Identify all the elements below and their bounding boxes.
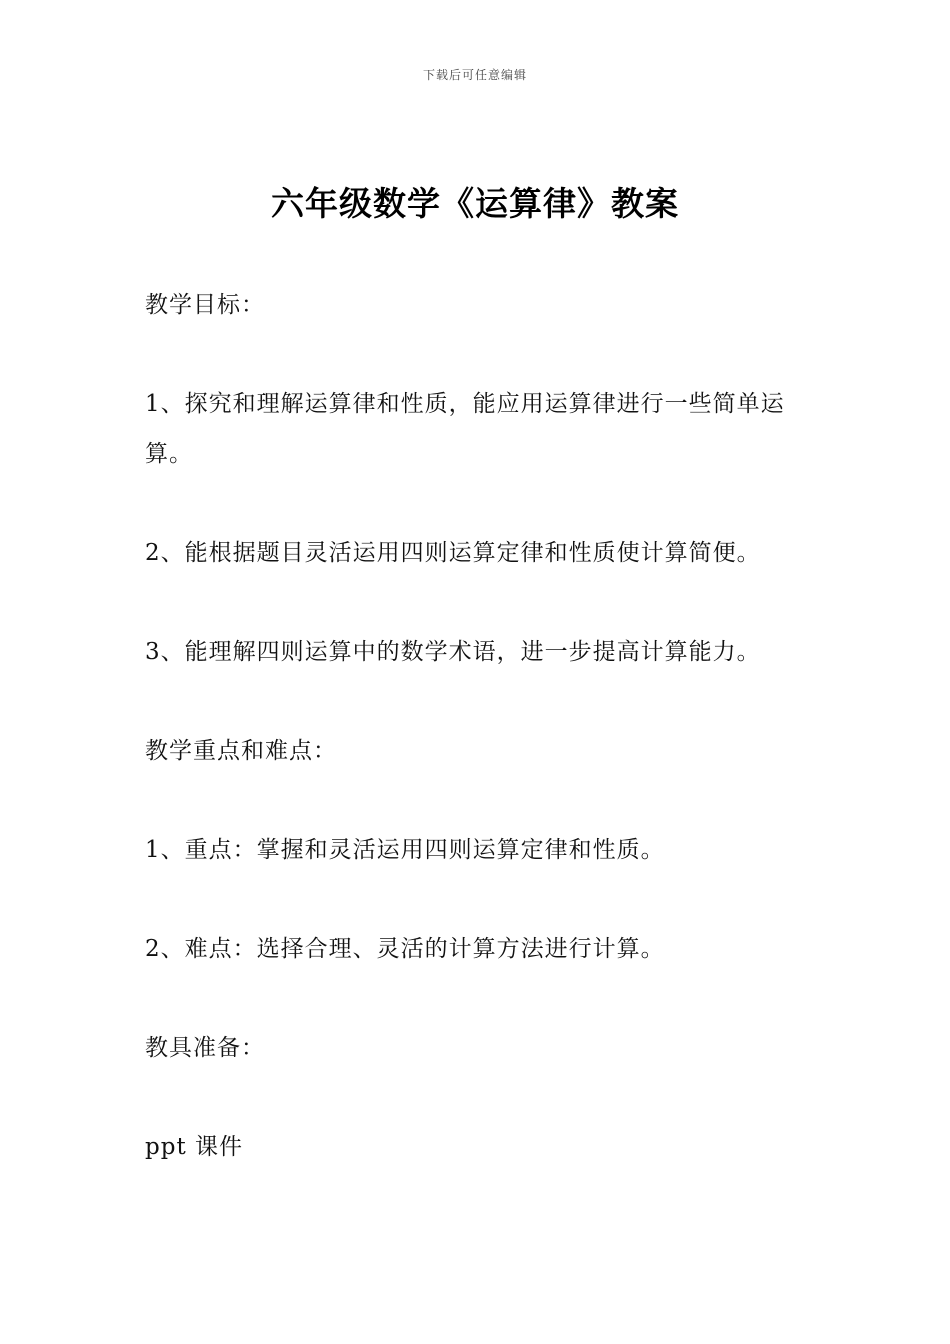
key-point-item-1: 1、重点：掌握和灵活运用四则运算定律和性质。 xyxy=(145,837,665,863)
document-body xyxy=(145,280,815,1172)
section-heading-materials: 教具准备： xyxy=(145,1035,265,1061)
document-title: 六年级数学《运算律》教案 xyxy=(271,184,679,223)
section-heading-key-points: 教学重点和难点： xyxy=(145,738,337,764)
header-note: 下载后可任意编辑 xyxy=(422,68,527,82)
objective-item-1: 1、探究和理解运算律和性质，能应用运算律进行一些简单运算。 xyxy=(145,391,785,467)
materials-item: ppt 课件 xyxy=(145,1134,243,1160)
key-point-item-2: 2、难点：选择合理、灵活的计算方法进行计算。 xyxy=(145,936,665,962)
objective-item-2: 2、能根据题目灵活运用四则运算定律和性质使计算简便。 xyxy=(145,540,761,566)
objective-item-3: 3、能理解四则运算中的数学术语，进一步提高计算能力。 xyxy=(145,639,761,665)
section-heading-objectives: 教学目标： xyxy=(145,292,265,318)
